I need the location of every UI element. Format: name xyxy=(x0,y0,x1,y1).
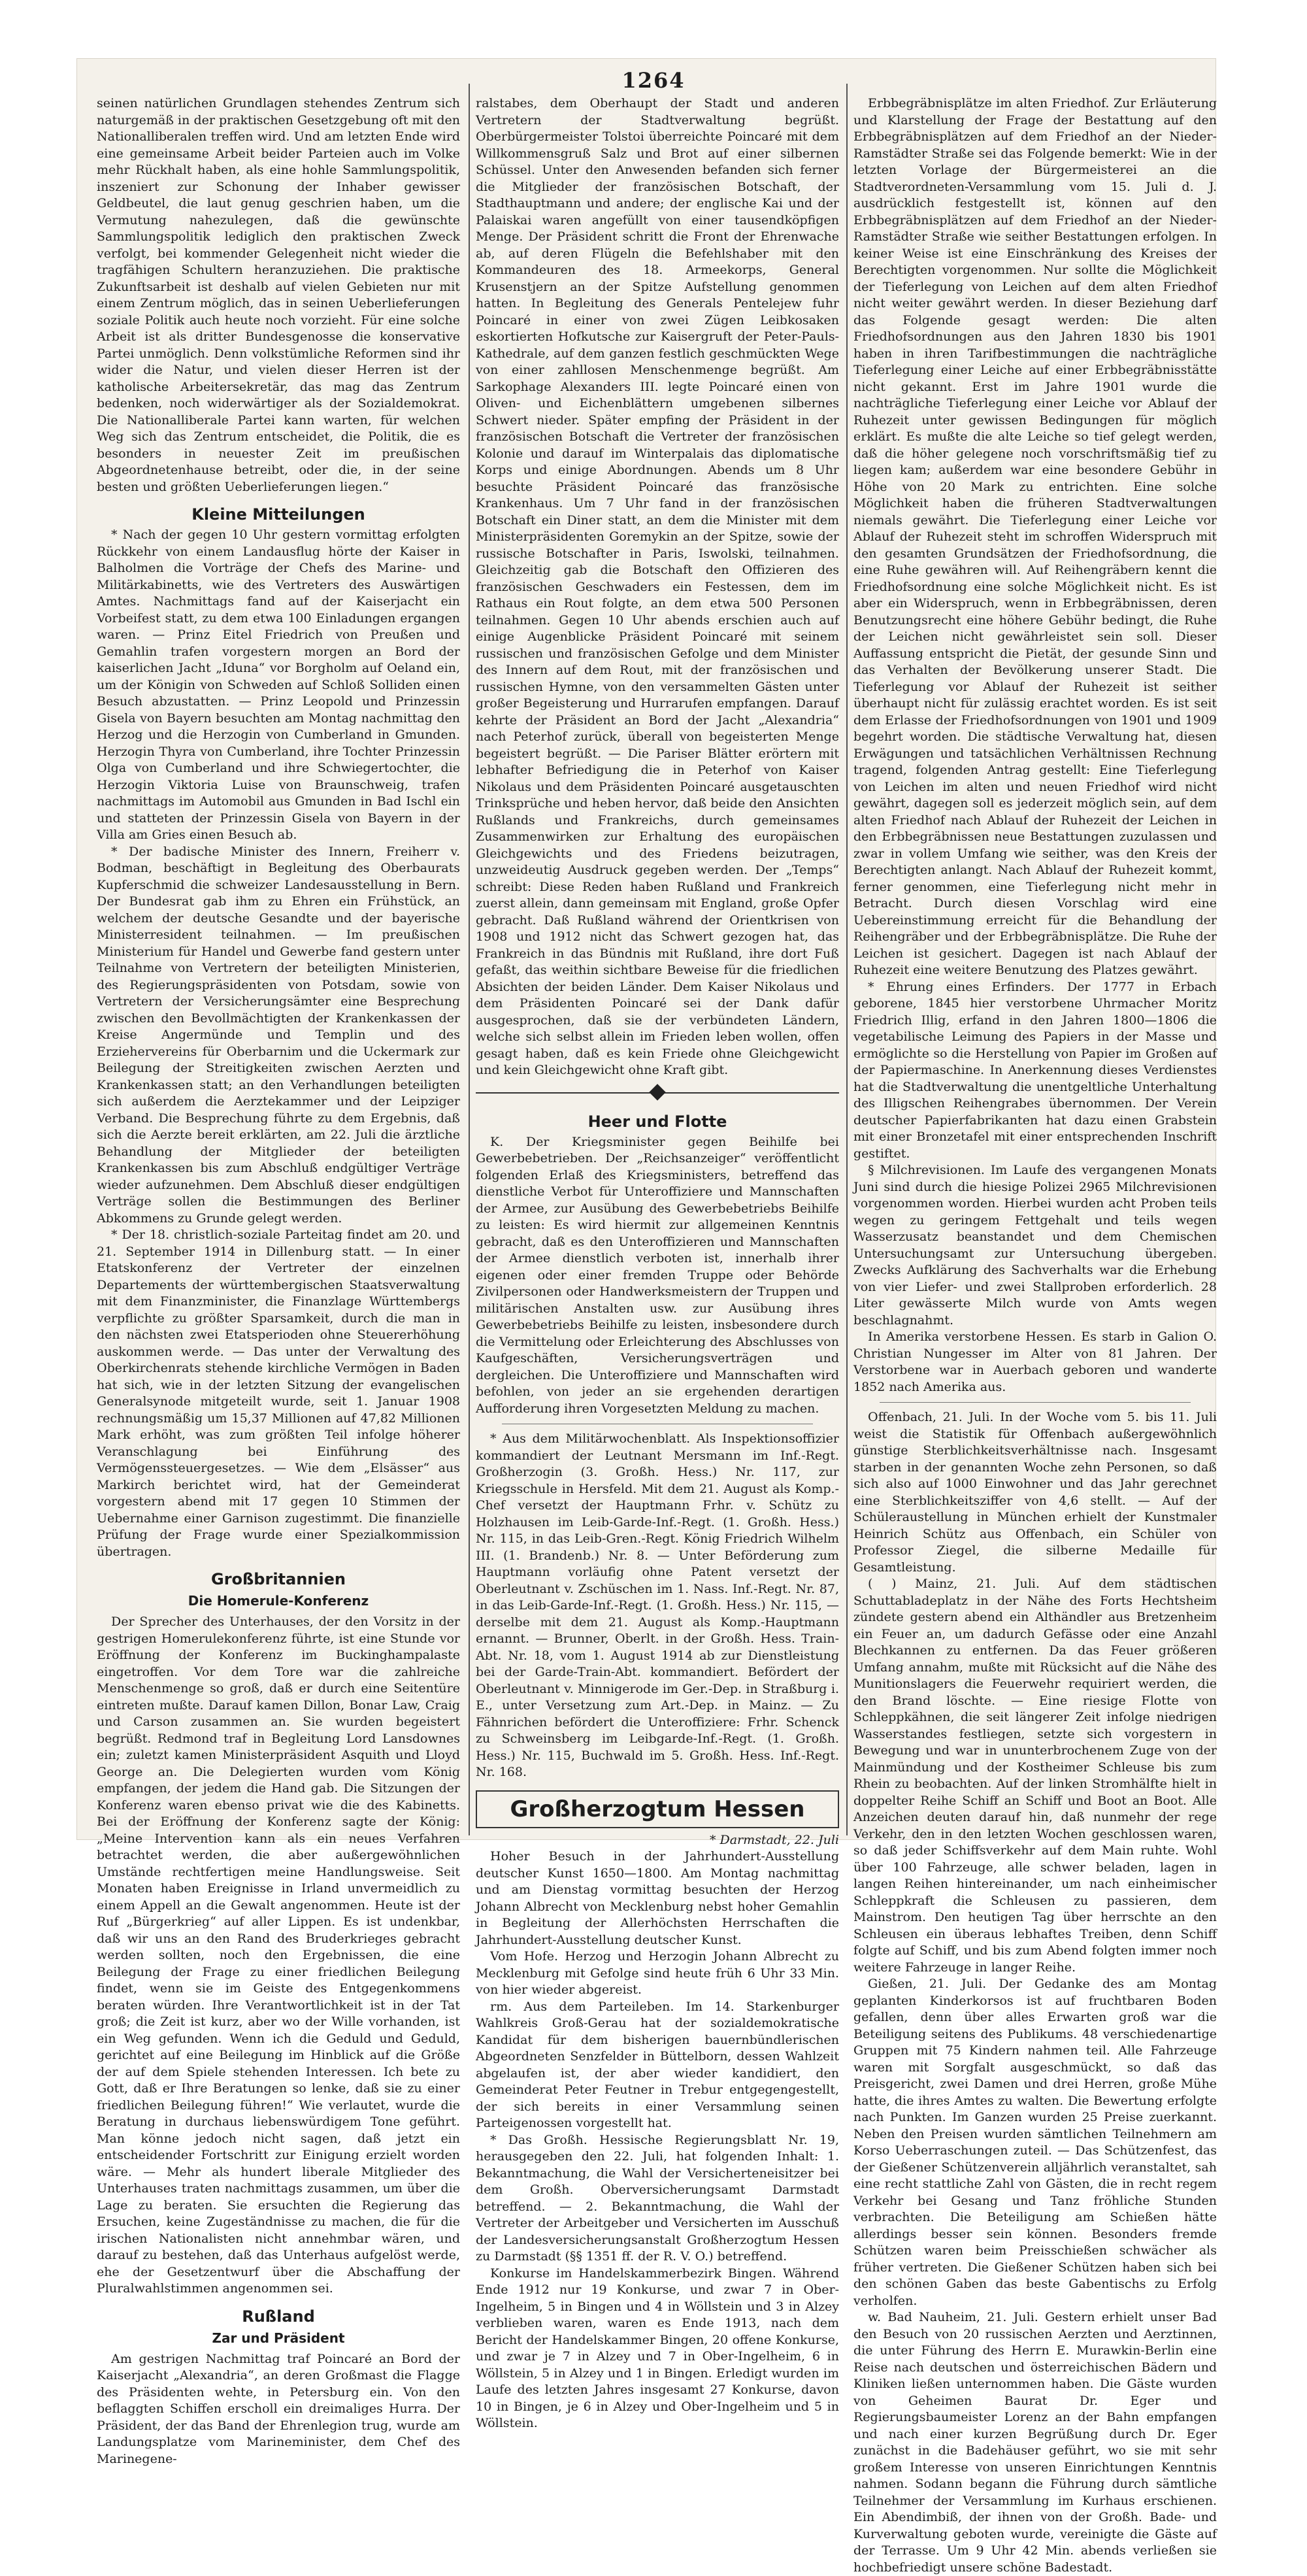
bad-nauheim-article: w. Bad Nauheim, 21. Juli. Gestern erhielt unser Bad den Besuch von 20 russischen Aerzten und Aerztinnen, die unter Führung des Herrn E. Murawkin-Berlin eine Reise nach deutschen und österreichischen Bädern und Kliniken ließen unternommen haben. Die Gäste wurden von Geheimen Baurat Dr. Eger und Regierungsbaumeister Lorenz an der Bahn empfangen und nach einer kurzen Begrüßung durch Dr. Eger zunächst in die Badehäuser geführt, wo sie mit sehr großem Interesse von unseren Einrichtungen Kenntnis nahmen. Sodann begann die Führung durch sämtliche Teilnehmer der Versammlung im Kurhaus erschienen. Ein Abendimbiß, der ihnen von der Großh. Bade- und Kurverwaltung geboten wurde, vereinigte die Gäste auf der Terrasse. Um 9 Uhr 42 Min. abends verließen sie hochbefriedigt unsere schöne Badestadt. xyxy=(853,2310,1217,2575)
subheading-zar-praesident: Zar und Präsident xyxy=(212,2330,345,2346)
column-2 xyxy=(476,95,839,2430)
parteitag-news: * Der 18. christlich-soziale Parteitag findet am 20. und 21. September 1914 in Dillenburg statt. — In einer Etatskonferenz der Vertreter der einzelnen Departements der württembergischen Staatsverwaltung mit dem Finanzminister, die Finanzlage Württembergs verpflichte zu größter Sparsamkeit, durch die man in den nächsten zwei Etatsperioden ohne Steuererhöhung auskommen werde. — Das unter der Verwaltung des Oberkirchenrats stehende kirchliche Vermögen in Baden hat sich, wie in der letzten Sitzung der evangelischen Generalsynode mitgeteilt wurde, seit 1. Januar 1908 rechnungsmäßig um 15,37 Millionen auf 47,82 Millionen Mark erhöht, was zum größten Teil infolge höherer Veranschlagung bei Einführung des Vermögenssteuergesetzes. — Wie dem „Elsässer“ aus Markirch berichtet wird, hat der Gemeinderat vorgestern abend mit 17 gegen 10 Stimmen der Uebernahme einer Garnison zugestimmt. Die finanzielle Prüfung der Frage wurde einer Spezialkommission übertragen. xyxy=(97,1228,460,1559)
zar-article-start: Am gestrigen Nachmittag traf Poincaré an Bord der Kaiserjacht „Alexandria“, an deren Großmast die Flagge des Präsidenten wehte, in Petersburg ein. Von den beflaggten Schiffen erscholl ein dreimaliges Hurra. Der Präsident, der das Band der Ehrenlegion trug, wurde am Landungsplatze vom Marineminister, dem Chef des Marinegene- xyxy=(97,2351,460,2466)
parteileben-article: rm. Aus dem Parteileben. Im 14. Starkenburger Wahlkreis Groß-Gerau hat der sozialdemokratische Kandidat für dem bisherigen bauernbündlerischen Abgeordneten Senzfelder in Büttelborn, dessen Wahlzeit abgelaufen ist, der aber wieder kandidiert, den Gemeinderat Peter Feutner in Trebur entgegengestellt, der sich bereits in einer Versammlung seinen Parteigenossen vorgestellt hat. xyxy=(476,1999,839,2130)
section-divider xyxy=(476,1083,839,1103)
thin-rule xyxy=(880,1402,1191,1403)
heading-kleine-mitteilungen: Kleine Mitteilungen xyxy=(191,505,365,524)
zentrum-article-end: seinen natürlichen Grundlagen stehendes Zentrum sich naturgemäß in der praktischen Gesetzgebung oft mit den Nationalliberalen treffen wird. Und am letzten Ende wird eine gemeinsame Arbeit beider Parteien auch im Volke mehr Rückhalt haben, als eine hohle Sammlungspolitik, inszeniert zur Schonung der Inhaber gewisser Geldbeutel, die laut genug geschrien haben, um die Vermutung nahezulegen, daß die gewünschte Sammlungspolitik lediglich den praktischen Zweck verfolgt, bei kommender Gelegenheit nicht wieder die tragfähigen Schultern heranzuziehen. Die praktische Zukunftsarbeit ist deshalb auf vielen Gebieten nur mit einem Zentrum möglich, das in seinen Ueberlieferungen soziale Politik auch heute noch vorzieht. Für eine solche Arbeit ist als dritter Bundesgenosse die konservative Partei unmöglich. Denn volkstümliche Reformen sind ihr wider die Natur, und vielen dieser Herren ist der katholische Arbeitersekretär, das mag das Zentrum bedenken, noch widerwärtiger als der Sozialdemokrat. Die Nationalliberale Partei kann warten, für welchen Weg sich das Zentrum entscheidet, die Politik, die es besonders in neuester Zeit im preußischen Abgeordnetenhause betreibt, oder die, in der seine besten und größten Ueberlieferungen liegen.“ xyxy=(97,96,460,494)
militaerwochenblatt-article: * Aus dem Militärwochenblatt. Als Inspektionsoffizier kommandiert der Leutnant Mersmann im Inf.-Regt. Großherzogin (3. Großh. Hess.) Nr. 117, zur Kriegsschule in Hersfeld. Mit dem 21. August als Komp.-Chef versetzt der Hauptmann Frhr. v. Schütz zu Holzhausen im Leib-Garde-Inf.-Regt. (1. Großh. Hess.) Nr. 115, in das Leib-Gren.-Regt. König Friedrich Wilhelm III. (1. Brandenb.) Nr. 8. — Unter Beförderung zum Hauptmann vorläufig ohne Patent versetzt der Oberleutnant v. Zschüschen im 1. Nass. Inf.-Regt. Nr. 87, in das Leib-Garde-Inf.-Regt. (1. Großh. Hess.) Nr. 115, — derselbe mit dem 21. August als Komp.-Hauptmann ernannt. — Brunner, Oberlt. in der Großh. Hess. Train-Abt. Nr. 18, vom 1. August 1914 ab zur Dienstleistung bei der Garde-Train-Abt. kommandiert. Befördert der Oberleutnant v. Minnigerode im Ger.-Dep. in Straßburg i. E., unter Versetzung zum Art.-Dep. in Mainz. — Zu Fähnrichen befördert die Unteroffiziere: Frhr. Schenck zu Schweinsberg im Leibgarde-Inf.-Regt. (1. Großh. Hess.) Nr. 115, Buchwald im 5. Großh. Hess. Inf.-Regt. Nr. 168. xyxy=(476,1431,839,1779)
baden-minister-news: * Der badische Minister des Innern, Freiherr v. Bodman, beschäftigt in Begleitung des Oberbaurats Kupferschmid die schweizer Landesausstellung in Bern. Der Bundesrat gab ihm zu Ehren ein Frühstück, an welchem der deutsche Gesandte und der bayerische Ministerresident teilnahmen. — Im preußischen Ministerium für Handel und Gewerbe fand gestern unter Teilnahme von Vertretern der beteiligten Ministerien, des Regierungspräsidenten von Potsdam, sowie von Vertretern der Versicherungsämter eine Besprechung zwischen den Bevollmächtigten der Krankenkassen der Kreise Angermünde und Templin und des Erziehervereins für Oberbarnim und die Uckermark zur Beilegung der Streitigkeiten zwischen Aerzten und Krankenkassen statt; an den Verhandlungen beteiligten sich außerdem die Aerztekammer und der Leipziger Verband. Die Besprechung führte zu dem Ergebnis, daß sich die Aerzte bereit erklärten, am 22. Juli die ärztliche Behandlung der Mitglieder der beteiligten Krankenkassen bis zum Abschluß endgültiger Verträge wieder aufzunehmen. Dem Abschluß dieser endgültigen Verträge sollen die Bestimmungen des Berliner Abkommens zu Grunde gelegt werden. xyxy=(97,844,460,1226)
column-3 xyxy=(853,95,1217,2575)
vom-hofe-article: Vom Hofe. Herzog und Herzogin Johann Albrecht zu Mecklenburg mit Gefolge sind heute früh 6 Uhr 33 Min. von hier wieder abgereist. xyxy=(476,1949,839,1997)
regierungsblatt-article: * Das Großh. Hessische Regierungsblatt Nr. 19, herausgegeben den 22. Juli, hat folgenden Inhalt: 1. Bekanntmachung, die Wahl der Versicherteneisitzer bei dem Großh. Oberversicherungsamt Darmstadt betreffend. — 2. Bekanntmachung, die Wahl der Vertreter der Arbeitgeber und Versicherten im Ausschuß der Landesversicherungsanstalt Großherzogtum Hessen zu Darmstadt (§§ 1351 ff. der R. V. O.) betreffend. xyxy=(476,2132,839,2264)
subheading-homerule: Die Homerule-Konferenz xyxy=(188,1593,369,1609)
heading-grossherzogtum-hessen: Großherzogtum Hessen xyxy=(510,1796,805,1822)
offenbach-article: Offenbach, 21. Juli. In der Woche vom 5. bis 11. Juli weist die Statistik für Offenbach außergewöhnlich günstige Sterblichkeitsverhältnisse nach. Insgesamt starben in der genannten Woche zehn Personen, so daß sich also auf 1000 Einwohner und das Jahr gerechnet eine Sterblichkeitsziffer von 4,6 stellt. — Auf der Schüleraustellung in München erhielt der Kunstmaler Heinrich Schütz aus Offenbach, ein Schüler von Professor Ziegel, die silberne Medaille für Gesamtleistung. xyxy=(853,1410,1217,1575)
amerika-article: In Amerika verstorbene Hessen. Es starb in Galion O. Christian Nungesser im Alter von 81 Jahren. Der Verstorbene war in Auerbach geboren und wanderte 1852 nach Amerika aus. xyxy=(853,1330,1217,1394)
column-rule-right xyxy=(846,84,848,1835)
heading-russland: Rußland xyxy=(242,2307,315,2326)
mainz-article: ( ) Mainz, 21. Juli. Auf dem städtischen Schuttabladeplatz in der Nähe des Forts Hechtsheim zündete gestern abend ein Althändler aus Bretzenheim ein Feuer an, um dadurch Gefässe oder eine Anzahl Blechkannen zu entfernen. Da das Feuer größeren Umfang annahm, mußte mit Rücksicht auf die Nähe des Munitionslagers die Feuerwehr requiriert werden, die den Brand löschte. — Eine riesige Flotte von Schleppkähnen, die seit längerer Zeit infolge niedrigen Wasserstandes festliegen, setzte sich vorgestern in Bewegung und war in ununterbrochenem Zuge von der Mainmündung und der Kostheimer Schleuse bis zum Rhein zu beobachten. Auf der linken Stromhälfte hielt in doppelter Reihe Schiff an Schiff und Boot an Boot. Alle Anzeichen deuten darauf hin, daß nunmehr der rege Verkehr, den in den letzten Wochen geschlossen waren, so daß jeder Schiffsverkehr auf dem Main ruhte. Wohl über 100 Fahrzeuge, alle schwer beladen, lagen in langen Reihen hintereinander, um nach einheimischer Schleppkraft die Schleusen zu passieren, dem Mainstrom. Den heutigen Tag über herrschte an den Schleusen ein überaus lebhaftes Treiben, denn Schiff folgte auf Schiff, und bis zum Abend folgten immer noch weitere Fahrzeuge in langer Reihe. xyxy=(853,1577,1217,1975)
konkurse-article: Konkurse im Handelskammerbezirk Bingen. Während Ende 1912 nur 19 Konkurse, und zwar 7 in Ober-Ingelheim, 5 in Bingen und 4 in Wöllstein und 3 in Alzey verblieben waren, waren es Ende 1913, nach dem Bericht der Handelskammer Bingen, 20 offene Konkurse, und zwar je 7 in Alzey und 7 in Ober-Ingelheim, 6 in Wöllstein, 5 in Alzey und 1 in Bingen. Erledigt wurden im Laufe des letzten Jahres insgesamt 27 Konkurse, davon 10 in Bingen, je 6 in Alzey und Ober-Ingelheim und 5 in Wöllstein. xyxy=(476,2266,839,2430)
heading-grossbritannien: Großbritannien xyxy=(211,1570,346,1588)
kriegsminister-article: K. Der Kriegsminister gegen Beihilfe bei Gewerbebetrieben. Der „Reichsanzeiger“ veröffentlicht folgenden Erlaß des Kriegsministers, betreffend das dienstliche Verbot für Unteroffiziere und Mannschaften der Armee, zur Ausübung des Gewerbebetriebs Beihilfe zu leisten: Es wird hiermit zur allgemeinen Kenntnis gebracht, daß es den Unteroffizieren und Mannschaften der Armee dienstlich verboten ist, innerhalb ihrer eigenen oder einer fremden Truppe oder Behörde Zivilpersonen oder Handwerksmeistern der Truppen und militärischen Anstalten usw. zur Ausübung ihres Gewerbebetriebs Beihilfe zu leisten, insbesondere durch die Vermittelung oder Erleichterung des Abschlusses von Kaufgeschäften, Versicherungsverträgen und dergleichen. Die Unteroffiziere und Mannschaften wird befohlen, von jeder an sie ergehenden derartigen Aufforderung ihren Vorgesetzten Meldung zu machen. xyxy=(476,1134,839,1416)
jahrhundert-ausstellung-article: Hoher Besuch in der Jahrhundert-Ausstellung deutscher Kunst 1650—1800. Am Montag nachmittag und am Dienstag vormittag besuchten der Herzog Johann Albrecht von Mecklenburg nebst hoher Gemahlin in Begleitung der Allerhöchsten Herrschaften die Jahrhundert-Ausstellung deutscher Kunst. xyxy=(476,1849,839,1947)
giessen-article: Gießen, 21. Juli. Der Gedanke des am Montag geplanten Kinderkorsos ist auf fruchtbaren Boden gefallen, denn über alles Erwarten groß war die Beteiligung seitens des Publikums. 48 verschiedenartige Gruppen mit 75 Kindern nahmen teil. Alle Fahrzeuge waren mit Sorgfalt ausgeschmückt, so daß das Preisgericht, zwei Damen und drei Herren, große Mühe hatte, die ihres Amtes zu walten. Die Bewertung erfolgte nach Punkten. Im Ganzen wurden 25 Preise zuerkannt. Neben den Preisen wurden sämtlichen Teilnehmern am Korso Ueberraschungen zuteil. — Das Schützenfest, das der Gießener Schützenverein alljährlich veranstaltet, sah eine recht stattliche Zahl von Gästen, die in recht regem Verkehr bei Gesang und Tanz fröhliche Stunden verbrachten. Die Beteiligung am Schießen hätte allerdings besser sein können. Besonders fremde Schützen waren beim Preisschießen schwächer als früher vertreten. Die Gießener Schützen haben sich bei den schönen Gaben das beste Gabentischs zu Erfolg verholfen. xyxy=(853,1977,1217,2308)
milchrevisionen-article: § Milchrevisionen. Im Laufe des vergangenen Monats Juni sind durch die hiesige Polizei 2965 Milchrevisionen vorgenommen worden. Hierbei wurden acht Proben teils wegen zu geringem Fettgehalt und teils wegen Wasserzusatz beanstandet und dem Chemischen Untersuchungsamt zur Untersuchung übergeben. Zwecks Aufklärung des Sachverhalts war die Erhebung von vier Liefer- und zwei Stallproben erforderlich. 28 Liter gewässerte Milch wurde von Amts wegen beschlagnahmt. xyxy=(853,1163,1217,1328)
zar-article-continued: ralstabes, dem Oberhaupt der Stadt und anderen Vertretern der Stadtverwaltung begrüßt. Oberbürgermeister Tolstoi überreichte Poincaré mit dem Willkommensgruß Salz und Brot auf einer silbernen Schüssel. Unter den Anwesenden befanden sich ferner die Mitglieder der französischen Botschaft, der Stadthauptmann und andere; der englische Kai und der Palaiskai waren angefüllt von einer tausendköpfigen Menge. Der Präsident schritt die Front der Ehrenwache ab, auf deren Flügeln die Befehlshaber mit den Kommandeuren des 18. Armeekorps, General Krusenstjern an der Spitze Aufstellung genommen hatten. In Begleitung des Generals Pentelejew fuhr Poincaré in einer von zwei Zügen Leibkosaken eskortierten Hofkutsche zur Kaisergruft der Peter-Pauls-Kathedrale, auf dem ganzen festlich geschmückten Wege von einer zahllosen Menschenmenge begrüßt. Am Sarkophage Alexanders III. legte Poincaré einen von Oliven- und Eichenblättern umgebenen silbernes Schwert nieder. Später empfing der Präsident in der französischen Botschaft die Vertreter der französischen Kolonie und darauf im Winterpalais das diplomatische Korps und einige Abordnungen. Abends um 8 Uhr besuchte Präsident Poincaré das französische Krankenhaus. Um 7 Uhr fand in der französischen Botschaft ein Diner statt, an dem die Minister mit dem Ministerpräsidenten Goremykin an der Spitze, sowie der russische Botschafter in Paris, Iswolski, teilnahmen. Gleichzeitig gab die Botschaft den Offizieren des französischen Geschwaders ein Festessen, dem im Rathaus ein Rout folgte, an dem etwa 500 Personen teilnahmen. Gegen 10 Uhr abends erschien auch auf einige Augenblicke Präsident Poincaré mit seinem russischen und französischen Gefolge und dem Minister des Innern auf dem Rout, mit der französischen und russischen Hymne, von den versammelten Gästen unter großer Begeisterung und Hurrarufen empfangen. Darauf kehrte der Präsident an Bord der Jacht „Alexandria“ nach Peterhof zurück, überall von begeisterten Menge begeistert begrüßt. — Die Pariser Blätter erörtern mit lebhafter Befriedigung die in Peterhof von Kaiser Nikolaus und dem Präsidenten Poincaré ausgetauschten Trinksprüche und heben hervor, daß beide den Ansichten Rußlands und Frankreichs, durch gemeinsames Zusammenwirken zur Erhaltung des europäischen Gleichgewichts und des Friedens beizutragen, unzweideutig Ausdruck gegeben werden. Der „Temps“ schreibt: Diese Reden haben Rußland und Frankreich zuerst allein, dann gemeinsam mit England, große Opfer gebracht. Daß Rußland während der Orientkrisen von 1908 und 1912 nicht das Schwert gezogen hat, das Frankreich in das Bündnis mit Rußland, ihre dort Fuß gefaßt, das weithin sichtbare Beweise für die friedlichen Absichten der beiden Länder. Dem Kaiser Nikolaus und dem Präsidenten Poincaré sei der Dank dafür ausgesprochen, daß sie der verbündeten Ländern, welche sich selbst allein im Frieden leben wollen, offen gesagt haben, daß es kein Friede ohne Gleichgewicht und kein Gleichgewicht ohne Kraft gibt. xyxy=(476,96,839,1077)
column-rule-left xyxy=(469,84,470,1835)
homerule-article: Der Sprecher des Unterhauses, der den Vorsitz in der gestrigen Homerulekonferenz führte, ist eine Stunde vor Eröffnung der Konferenz im Buckinghampalaste eingetroffen. Vor dem Tore war die zahlreiche Menschenmenge so groß, daß er durch eine Seitentüre eintreten mußte. Darauf kamen Dillon, Bonar Law, Craig und Carson zusammen an. Sie wurden begeistert begrüßt. Redmond traf in Begleitung Lord Lansdownes ein; zuletzt kamen Ministerpräsident Asquith und Lloyd George an. Die Delegierten wurden vom König empfangen, der jedem die Hand gab. Die Sitzungen der Konferenz waren ebenso privat wie die des Kabinetts. Bei der Eröffnung der Konferenz sagte der König: „Meine Intervention kann als ein neues Verfahren betrachtet werden, die aber außergewöhnlichen Umstände rechtfertigen meine Handlungsweise. Seit Monaten haben Ereignisse in Irland unvermeidlich zu einem Appell an die Gewalt angenommen. Heute ist der Ruf „Bürgerkrieg“ auf aller Lippen. Es ist undenkbar, daß wir uns an den Rand des Bruderkrieges gebracht werden sollten, noch den Ergebnissen, die eine Beilegung der Frage zu einer friedlichen Beilegung findet, wenn sie im Geiste des Entgegenkommens beraten würden. Ihre Verantwortlichkeit ist in der Tat groß; die Zeit ist kurz, aber wo der Wille vorhanden, ist ein Weg gefunden. Wenn ich die Geduld und Geduld, gerichtet auf eine Beilegung im Hinblick auf die Größe der auf dem Spiele stehenden Interessen. Ich bete zu Gott, daß er Ihre Beratungen so lenke, daß sie zu einer friedlichen Beilegung führen!“ Wie verlautet, wurde die Beratung in durchaus liebenswürdigem Tone geführt. Man könne jedoch nicht sagen, daß jetzt ein entscheidender Fortschritt zur Einigung erzielt worden wäre. — Mehr als hundert liberale Mitglieder des Unterhauses traten nachmittags zusammen, um über die Lage zu beraten. Sie ersuchten die Regierung das Ersuchen, keine Zugeständnisse zu machen, die für die irischen Nationalisten nicht annehmbar wären, und darauf zu bestehen, daß das Unterhaus aufgelöst werde, ehe der Gesetzentwurf über die Abschaffung der Pluralwahlstimmen angenommen sei. xyxy=(97,1614,460,2296)
heading-heer-flotte: Heer und Flotte xyxy=(587,1112,727,1131)
page-number: 1264 xyxy=(621,68,686,93)
erbbegraebnis-article: Erbbegräbnisplätze im alten Friedhof. Zur Erläuterung und Klarstellung der Frage der Bestattung auf den Erbbegräbnisplätzen auf dem Friedhof an der Nieder-Ramstädter Straße sei das Folgende bemerkt: Wie in der letzten Vorlage der Bürgermeisterei an die Stadtverordneten-Versammlung vom 15. Juli d. J. ausdrücklich festgestellt ist, können auf den Erbbegräbnisplätzen auf dem Friedhof an der Nieder-Ramstädter Straße wie seither Bestattungen erfolgen. In keiner Weise ist eine Einschränkung des Kreises der Berechtigten vorgenommen. Nur sollte die Möglichkeit der Tieferlegung von Leichen auf dem alten Friedhof nicht weiter gewährt werden. In dieser Beziehung darf das Folgende gesagt werden: Die alten Friedhofsordnungen aus den Jahren 1830 bis 1901 haben in ihren Tarifbestimmungen die nachträgliche Tieferlegung einer Leiche auf einer Erbbegräbnisstätte nicht gekannt. Erst im Jahre 1901 wurde die nachträgliche Tieferlegung einer Leiche vor Ablauf der Ruhezeit unter gewissen Bedingungen für möglich erklärt. Es mußte die alte Leiche so tief gelegt werden, daß die höher gelegene noch vorschriftsmäßig tief zu liegen kam; außerdem war eine besondere Gebühr in Höhe von 20 Mark zu entrichten. Eine solche Möglichkeit haben die früheren Stadtverwaltungen niemals gewährt. Die Tieferlegung einer Leiche vor Ablauf der Ruhezeit steht im schroffen Widerspruch mit den gesamten Grundsätzen der Friedhofsordnung, die eine Ruhe gewähren will. Auf Reihengräbern kennt die Friedhofsordnung eine solche Möglichkeit nicht. Es ist aber ein Widerspruch, wenn in Erbbegräbnissen, deren Benutzungsrecht eine höhere Gebühr bedingt, die Ruhe der Leichen nicht gewährleistet sein soll. Dieser Auffassung entspricht die Pietät, der gesunde Sinn und das Verhalten der Bevölkerung unserer Stadt. Die Tieferlegung vor Ablauf der Ruhezeit ist seither überhaupt nicht für zulässig erachtet worden. Es ist seit dem Erlasse der Friedhofsordnungen von 1901 und 1909 begehrt worden. Die städtische Verwaltung hat, diesen Erwägungen und tatsächlichen Verhältnissen Rechnung tragend, folgenden Antrag gestellt: Eine Tieferlegung von Leichen im alten und neuen Friedhof wird nicht gewährt, dagegen soll es jederzeit möglich sein, auf dem alten Friedhof nach Ablauf der Ruhezeit der Leichen in den Erbbegräbnissen neue Bestattungen zuzulassen und zwar in vollem Umfang wie seither, was den Kreis der Berechtigten anlangt. Nach Ablauf der Ruhezeit kommt, ferner genommen, eine Tieferlegung nicht mehr in Betracht. Durch diesen Vorschlag wird eine Uebereinstimmung erreicht für die Behandlung der Reihengräber und der Erbbegräbnisplätze. Die Ruhe der Leichen ist gesichert. Dagegen ist nach Ablauf der Ruhezeit eine weitere Benutzung des Platzes gewährt. xyxy=(853,96,1217,977)
diamond-ornament xyxy=(649,1084,665,1100)
erfinder-article: * Ehrung eines Erfinders. Der 1777 in Erbach geborene, 1845 hier verstorbene Uhrmacher Moritz Friedrich Illig, erfand in den Jahren 1800—1806 die vegetabilische Leimung des Papiers in der Masse und ermöglichte so die Herstellung von Papier im Großen auf der Papiermaschine. In Anerkennung dieses Verdienstes hat die Stadtverwaltung die unentgeltliche Unterhaltung des Illigschen Reihengrabes übernommen. Der Verein deutscher Papierfabrikanten hat dazu einen Grabstein mit einer Bronzetafel mit einer entsprechenden Inschrift gestiftet. xyxy=(853,979,1217,1161)
dateline-darmstadt: * Darmstadt, 22. Juli xyxy=(709,1832,839,1847)
hessen-heading-box xyxy=(476,1790,839,1828)
kaiser-news: * Nach der gegen 10 Uhr gestern vormittag erfolgten Rückkehr von einem Landausflug hörte der Kaiser in Balholmen die Vorträge der Chefs des Marine- und Militärkabinetts, wie des Vertreters des Auswärtigen Amtes. Nachmittags fand auf der Kaiserjacht ein Vorbeifest statt, zu dem etwa 100 Einladungen ergangen waren. — Prinz Eitel Friedrich von Preußen und Gemahlin trafen vorgestern morgen an Bord der kaiserlichen Jacht „Iduna“ vor Borgholm auf Oeland ein, um der Königin von Schweden auf Schloß Solliden einen Besuch abzustatten. — Prinz Leopold und Prinzessin Gisela von Bayern besuchten am Montag nachmittag den Herzog und die Herzogin von Cumberland in Gmunden. Herzogin Thyra von Cumberland, ihre Tochter Prinzessin Olga von Cumberland und ihre Schwiegertochter, die Herzogin Viktoria Luise von Braunschweig, trafen nachmittags im Automobil aus Gmunden in Bad Ischl ein und statteten der Prinzessin Gisela von Bayern in der Villa am Gries einen Besuch ab. xyxy=(97,527,460,842)
column-1 xyxy=(97,95,460,2466)
